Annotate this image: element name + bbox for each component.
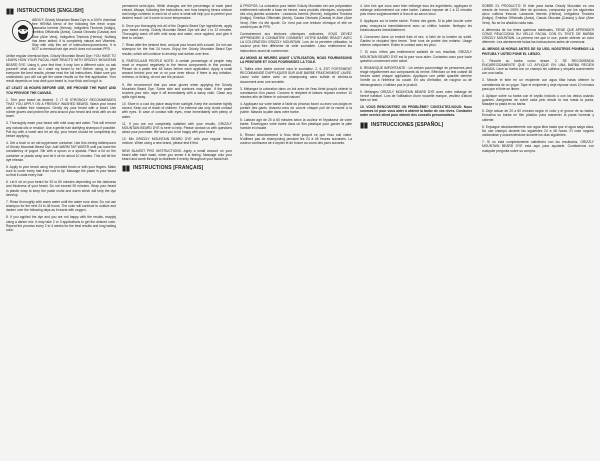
paragraph: 3. Thoroughly wash your beard with mild soap and water. This will remove any natural oils or residue. Use a gentle hair clarifying shampoo if possible. Pat dry with a towel and let air dry, your beard should be completely dry before applying. (6, 121, 116, 138)
paragraph: permanent semi-dyes. While changes are the percentage of each plant extract. Always, following the instructions, see how keeping henna mixture and indigo contents in each lot of color is what will help you to perfect your desired result. Let it come to room temperature. (122, 4, 232, 21)
column-english-2 (122, 4, 232, 175)
paragraph: 4. Aplique sobre su barba con el cepillo incluido o con los dedos usando guantes. Asegúrese de cubrir cada pelo desde la raíz hasta la punta. Masajee la pasta en su barba. (482, 93, 594, 107)
paragraph: 6. Conservez dans un endroit frais et sec, à l'abri de la lumière du soleil. Gardez le récipient bien fermé. Tenir hors de portée des enfants. Usage externe uniquement. Évitez le contact avec les yeux. (360, 34, 472, 48)
book-icon (360, 122, 368, 129)
paragraph: 6. Enjuague abundantemente con agua tibia hasta que el agua salga clara. No use champú durante las siguientes 24 a 48 horas. El color seguirá oxidándose y oscureciéndose durante los días siguientes. (482, 124, 594, 138)
paragraph: ABOUT: Grizzly Mountain Beard Dye is a 100% chemical free HENNA blend of the following five fresh crops: Lawsonia Inermis (Henna), Indigofera Tinctoria (Indigo), Emblica Officinalis (Amla), Cassia Obovata (Cassia) and Aloe (Aloe Vera). Indigofera Tinctoria (Henna). Nothing has been added. It is completely natural and Vitamins. Stay with only this set of instructions/procedures. It is NOT a chemical hair dye and it does not contain PPD. (32, 18, 116, 52)
paragraph: AT LEAST 48 HOURS BEFORE USE, WE PROVIDE THE PAINT AND YOU PROVIDE THE CANVAS. (6, 86, 116, 95)
paragraph: SOBRE EL PRODUCTO: El tinte para barba Grizzly Mountain es una mezcla de henna 100% libre de químicos, compuesta por los siguientes cinco cultivos frescos: Lawsonia Inermis (Henna), Indigofera Tinctoria (Índigo), Emblica Officinalis (Amla), Cassia Obovata (Cassia) y Aloe (Aloe Vera). No se ha añadido nada más. (482, 4, 594, 25)
paragraph: 8. PARTICULAR PEOPLE NOTE: A certain percentage of people may react or respond negatively to the henna components in this product. Please do a patch test 48 hours before each application. Apply a small amount behind your ear or on your inner elbow. If there is any irritation, redness, or itching, do not use the product. (122, 58, 232, 80)
column-french-1 (240, 4, 352, 149)
paragraph: 11. If you are not completely satisfied with your results, GRIZZLY MOUNTAIN BEARD DYE is here to help. Please contact us with questions about your purchase. We want you to be happy with your beard. (122, 121, 232, 135)
french-heading (122, 165, 232, 172)
paragraph: 3. Mélangez la coloration dans un bol avec de l'eau tiède jusqu'à obtenir la consistance d'un yaourt. Couvrez le récipient et laissez reposer environ 10 minutes afin de libérer le colorant naturel. (240, 86, 352, 99)
english-heading-text: INSTRUCTIONS [ENGLISH] (17, 8, 84, 15)
paragraph: AU MOINS 48 HEURES AVANT L'UTILISATION, NOUS FOURNISSONS LA PEINTURE ET VOUS FOURNISSEZ LA TOILE. (240, 55, 352, 64)
french-heading-text: INSTRUCTIONS [FRANÇAIS] (133, 165, 204, 172)
paragraph: 5. Deje actuar de 20 a 60 minutos según el color y el grosor de su barba. Envuelva su barba en film plástico para mantener la pasta húmeda y caliente. (482, 109, 594, 122)
paragraph: 7. Si no está completamente satisfecho con los resultados, GRIZZLY MOUNTAIN BEARD DYE está aquí para ayudarle. Contáctenos con cualquier pregunta sobre su compra. (482, 140, 594, 153)
english-heading (6, 8, 116, 15)
paragraph: 4. Get a bowl or an old tupperware container. Use this mixing tablespoons of Grizzly Mountain Beard Dye. Add WARM TAP WATER until you have the consistency of yogurt. Stir with a spoon or a spatula. Place a lid on the container or plastic wrap and let it sit for about 10 minutes. This will let the dye release. (6, 141, 116, 162)
book-icon (6, 8, 14, 15)
paragraph: A diferencia de los tintes químicos habituales, TIENE QUE APRENDER CÓMO REACCIONA SU VELLO FACIAL CON EL TINTE DE BARBA GRIZZLY MOUNTAIN. La primera vez que lo use, puede obtener un color diferente. Lea atentamente todas las instrucciones antes de comenzar. (482, 27, 594, 45)
column-french-2 (360, 4, 472, 132)
paragraph: AL MENOS 48 HORAS ANTES DE SU USO, NOSOTROS PONEMOS LA PINTURA Y USTED PONE EL LIENZO. (482, 47, 594, 56)
column-english-1 (6, 4, 116, 235)
paragraph: 5. Laissez agir de 20 à 60 minutes selon la couleur et l'épaisseur de votre barbe. Enveloppez votre barbe dans un film plastique pour garder la pâte humide et chaude. (240, 117, 352, 130)
column-spanish-1 (482, 4, 594, 156)
paragraph: 5. Appliquez sur la barbe sèche. Portez des gants. Si la pâte touche votre peau, essuyez-la immédiatement avec un chiffon humide. Nettoyez les éclaboussures immédiatement. (360, 19, 472, 32)
paragraph: 7. Rinse after the desired time, and pat your beard with a towel. Do not use shampoo for the first 24 hours. Enjoy the Grizzly Mountain Beard Dye results, which will continue to develop and darken over time. (122, 43, 232, 56)
paragraph: 8. If you applied the dye and you are not happy with the results, reapply using a darker mix. It may take 2 or 3 applications to get the desired color. Repeat the process every 2 to 4 weeks for the best results and long lasting color. (6, 215, 116, 232)
paragraph: 7. Si vous n'êtes pas entièrement satisfait de vos résultats, GRIZZLY MOUNTAIN BEARD DYE est là pour vous aider. Contactez-nous pour toute question concernant votre achat. (360, 50, 472, 63)
paragraph: 8. REMARQUE IMPORTANTE : Un certain pourcentage de personnes peut réagir négativement aux composants du henné. Effectuez un test cutané 48 heures avant chaque application. Appliquez une petite quantité derrière l'oreille ou à l'intérieur du coude. En cas d'irritation, de rougeur ou de démangeaison, n'utilisez pas le produit. (360, 65, 472, 87)
paragraph: 3. Mezcle el tinte en un recipiente con agua tibia hasta obtener la consistencia de un yogur. Tape el recipiente y deje reposar unos 10 minutos para que el tinte se libere. (482, 78, 594, 91)
paragraph: 9. We recommend that you wear gloves when applying the Grizzly Mountain Beard Dye. Some skin and surfaces may stain. If the paste touches your skin, wipe it off immediately with a damp cloth. Clean any spills right away. (122, 82, 232, 99)
paragraph: 1. Taillez votre barbe comme vous le souhaitez. 2. IL EST FORTEMENT RECOMMANDÉ D'APPLIQUER SUR UNE BARBE FRAÎCHEMENT LAVÉE. Lavez votre barbe avec un shampooing sans sulfate et séchez-la doucement avec une serviette. (240, 67, 352, 84)
paragraph: 5. Apply to your beard using the provided brush or with your fingers. Make sure to cover every hair from root to tip. Massage the paste in your beard so that it coats every hair. (6, 164, 116, 178)
paragraph: 7. Rinse thoroughly with warm water until the water runs clear. Do not use shampoo for the next 24 to 48 hours. The color will continue to oxidize and darken over the following days as it reacts with oxygen. (6, 199, 116, 213)
paragraph: 6. Once you thoroughly mix all of the Organic Beard Dye ingredients, apply your beard evenly. Grizzly Mountain Beard Dye will last 1 to 12 minutes. Thoroughly wash off with mild soap and water, once applied, and give it time to oxidize. (122, 23, 232, 41)
paragraph: 1. Trim your beard as desired. 2. IT IS STRONGLY RECOMMENDED THAT YOU APPLY ON A FRESHLY WASHED BEARD. Wash your beard with a sulfate free shampoo. Gently dry your beard with a towel. Use rubber gloves and protect the area around your beard and neck with an old towel. (6, 97, 116, 119)
paragraph: À PROPOS: La coloration pour barbe Grizzly Mountain est une préparation entièrement naturelle à base de henné, sans produits chimiques, composée des cinq plantes suivantes : Lawsonia Inermis (Henné), Indigofera Tinctoria (Indigo), Emblica Officinalis (Amla), Cassia Obovata (Cassia) et Aloe (Aloe Vera). Rien n'a été ajouté. Ce n'est pas une teinture chimique et elle ne contient pas de PPD. (240, 4, 352, 29)
paragraph: 4. Une fois que vous avez bien mélangé tous les ingrédients, appliquez le mélange uniformément sur votre barbe. Laissez reposer de 1 à 12 minutes puis rincez soigneusement à l'eau et au savon doux. (360, 4, 472, 17)
paragraph: 12. Mix GRIZZLY MOUNTAIN BEARD DYE with your regular henna mixture. When using a new brand, please test it first. (122, 137, 232, 146)
spanish-heading (360, 122, 472, 129)
paragraph: 6. Let it sit on your beard for 20 to 60 minutes depending on the darkness and thickness of your beard. Do not exceed 90 minutes. Wrap your beard in plastic wrap to keep the paste moist and warm which will help the dye develop. (6, 180, 116, 197)
paragraph: 9. Mélangez GRIZZLY MOUNTAIN BEARD DYE avec votre mélange de henné habituel. Lors de l'utilisation d'une nouvelle marque, veuillez d'abord faire un test. (360, 89, 472, 102)
paragraph: 10. Store in a cool dry place away from sunlight. Keep the container tightly closed. Keep out of reach of children. For external use only. Avoid contact with eyes. In case of contact with eyes, rinse immediately with plenty of water. (122, 102, 232, 119)
paragraph: 10. VOUS RENCONTREZ UN PROBLÈME? CONTACTEZ-NOUS: Nous sommes ici pour vous aider à obtenir la barbe de vos rêves. Contactez notre service client pour obtenir des conseils personnalisés. (360, 105, 472, 118)
paragraph: Contrairement aux teintures chimiques ordinaires, VOUS DEVEZ APPRENDRE À CONNAÎTRE COMMENT VOTRE BARBE RÉAGIT AVEC LA COLORATION GRIZZLY MOUNTAIN. Lors de la première utilisation, la couleur peut être différente de celle souhaitée. Lisez entièrement les instructions avant de commencer. (240, 31, 352, 53)
spanish-heading-text: INSTRUCCIONES [ESPAÑOL] (371, 122, 444, 129)
bearded-man-logo-icon (12, 20, 34, 42)
paragraph: Unlike regular chemical dyes, Grizzly Mountain Beard Dye: YOU HAVE TO LEARN HOW YOUR FACIAL HAIR REACTS WITH GRIZZLY MOUNTAIN BEARD DYE. Using it, your first time, it may turn a different color, so ask yourself: what color do I want my beard to be? Before using, to give everyone the best results, please read the full instructions. Make sure you understand, you will not get the same results on the first application. Your result depends on how dark your beard is, how thick and long it is. (6, 54, 116, 84)
paragraph: NEW BLAISST PRO INSTRUCTIONS: Apply a small amount on your beard after each wash, when you sense it is fading. Massage onto your beard and comb through to distribute it evenly throughout your facial hair. (122, 148, 232, 161)
paragraph: 1. Recorte su barba como desee. 2. SE RECOMIENDA ENCARECIDAMENTE QUE LO APLIQUE EN UNA BARBA RECIÉN LAVADA. Lave su barba con un champú sin sulfatos y séquela suavemente con una toalla. (482, 58, 594, 76)
book-icon (122, 165, 130, 172)
paragraph: 6. Rincez abondamment à l'eau tiède jusqu'à ce que l'eau soit claire. N'utilisez pas de shampooing pendant les 24 à 48 heures suivantes. La couleur continuera de s'oxyder et de foncer au cours des jours suivants. (240, 133, 352, 146)
paragraph: 4. Appliquez sur votre barbe à l'aide du pinceau fourni ou avec vos doigts en portant des gants. Assurez-vous de couvrir chaque poil de la racine à la pointe. Massez la pâte dans votre barbe. (240, 102, 352, 115)
